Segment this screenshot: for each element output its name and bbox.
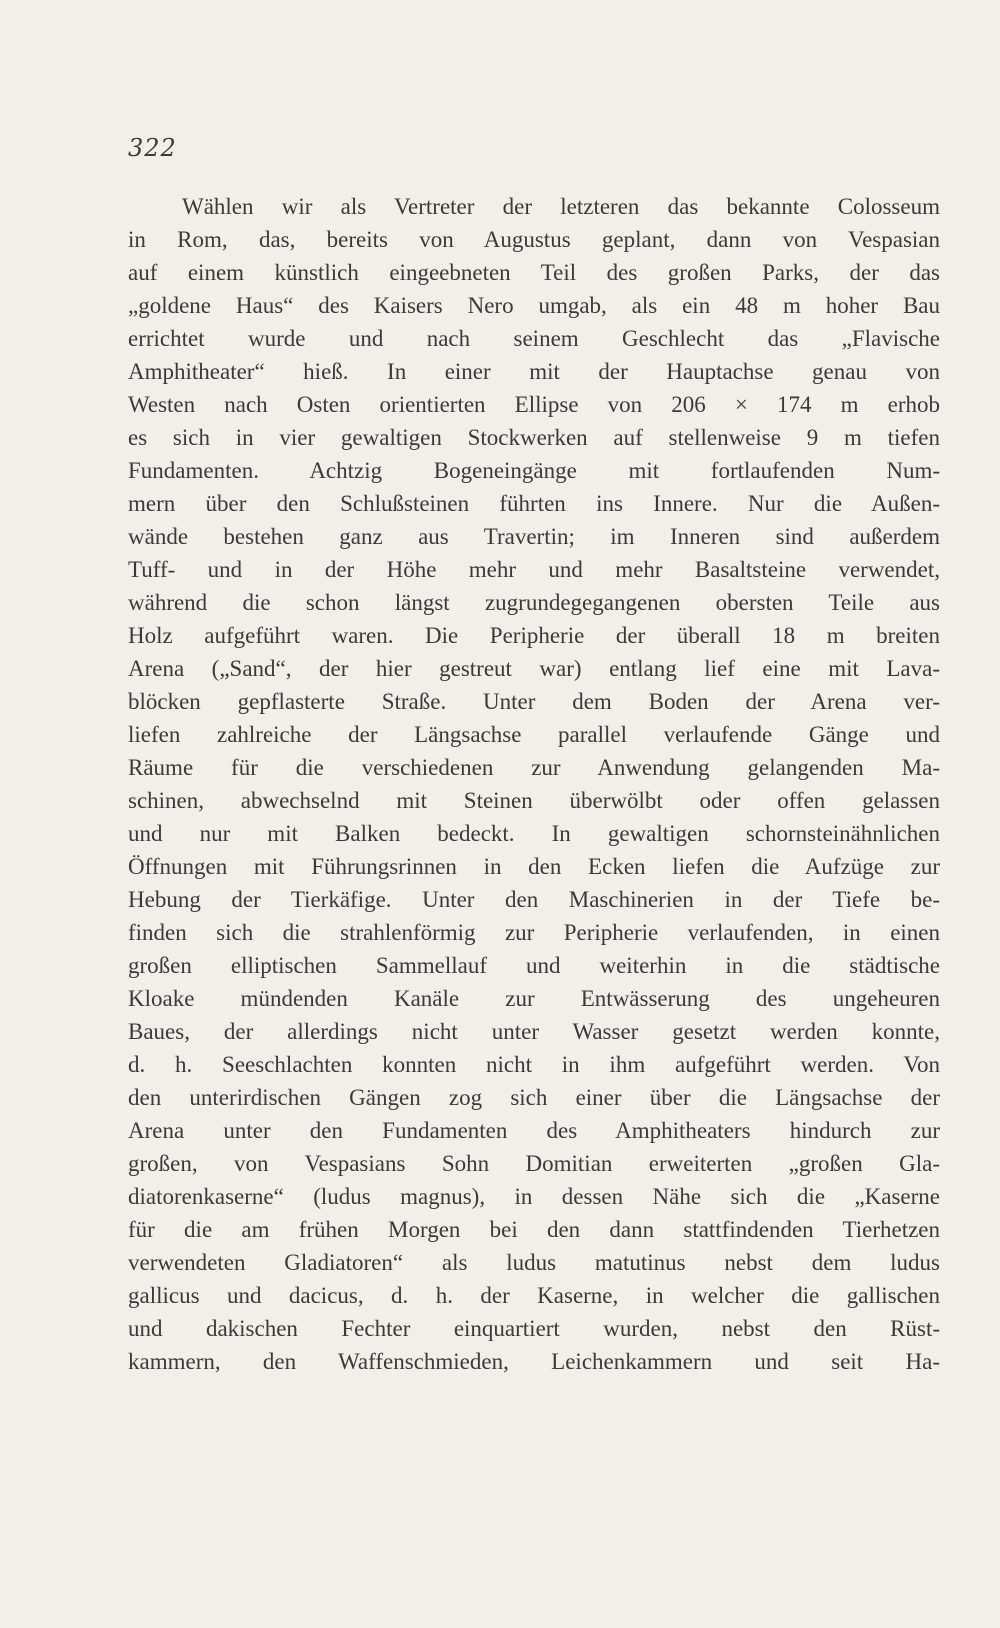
text-line: Räume für die verschiedenen zur Anwendung gelangenden Ma- [128,755,940,780]
text-line: gallicus und dacicus, d. h. der Kaserne, in welcher die gallischen [128,1283,940,1308]
text-line: wände bestehen ganz aus Travertin; im Inneren sind außerdem [128,524,940,549]
text-line: Öffnungen mit Führungsrinnen in den Ecken liefen die Aufzüge zur [128,854,940,879]
text-line: und nur mit Balken bedeckt. In gewaltigen schornsteinähnlichen [128,821,940,846]
text-line: Fundamenten. Achtzig Bogeneingänge mit fortlaufenden Num- [128,458,940,483]
text-line: Hebung der Tierkäfige. Unter den Maschinerien in der Tiefe be- [128,887,940,912]
text-line: Westen nach Osten orientierten Ellipse von 206 × 174 m erhob [128,392,940,417]
text-line: während die schon längst zugrundegegangenen obersten Teile aus [128,590,940,615]
text-line: liefen zahlreiche der Längsachse parallel verlaufende Gänge und [128,722,940,747]
text-line: Arena („Sand“, der hier gestreut war) entlang lief eine mit Lava- [128,656,940,681]
text-line: Holz aufgeführt waren. Die Peripherie der überall 18 m breiten [128,623,940,648]
page-number: 322 [128,134,177,162]
text-line: Arena unter den Fundamenten des Amphitheaters hindurch zur [128,1118,940,1143]
text-line: finden sich die strahlenförmig zur Peripherie verlaufenden, in einen [128,920,940,945]
text-line: in Rom, das, bereits von Augustus geplant, dann von Vespasian [128,227,940,252]
text-line: für die am frühen Morgen bei den dann stattfindenden Tierhetzen [128,1217,940,1242]
text-line: Amphitheater“ hieß. In einer mit der Hauptachse genau von [128,359,940,384]
text-line: und dakischen Fechter einquartiert wurden, nebst den Rüst- [128,1316,940,1341]
text-line: „goldene Haus“ des Kaisers Nero umgab, als ein 48 m hoher Bau [128,293,940,318]
text-line: Kloake mündenden Kanäle zur Entwässerung des ungeheuren [128,986,940,1011]
text-line: auf einem künstlich eingeebneten Teil des großen Parks, der das [128,260,940,285]
text-line: mern über den Schlußsteinen führten ins Innere. Nur die Außen- [128,491,940,516]
text-line: blöcken gepflasterte Straße. Unter dem Boden der Arena ver- [128,689,940,714]
text-line: schinen, abwechselnd mit Steinen überwölbt oder offen gelassen [128,788,940,813]
text-line: verwendeten Gladiatoren“ als ludus matutinus nebst dem ludus [128,1250,940,1275]
text-line: Wählen wir als Vertreter der letzteren das bekannte Colosseum [182,194,940,219]
text-line: d. h. Seeschlachten konnten nicht in ihm aufgeführt werden. Von [128,1052,940,1077]
text-line: großen, von Vespasians Sohn Domitian erweiterten „großen Gla- [128,1151,940,1176]
text-line: kammern, den Waffenschmieden, Leichenkammern und seit Ha- [128,1349,940,1374]
text-line: errichtet wurde und nach seinem Geschlecht das „Flavische [128,326,940,351]
text-line: Baues, der allerdings nicht unter Wasser gesetzt werden konnte, [128,1019,940,1044]
text-line: diatorenkaserne“ (ludus magnus), in dessen Nähe sich die „Kaserne [128,1184,940,1209]
text-line: den unterirdischen Gängen zog sich einer über die Längsachse der [128,1085,940,1110]
body-text [128,190,940,1378]
text-line: Tuff- und in der Höhe mehr und mehr Basaltsteine verwendet, [128,557,940,582]
text-line: großen elliptischen Sammellauf und weiterhin in die städtische [128,953,940,978]
text-line: es sich in vier gewaltigen Stockwerken auf stellenweise 9 m tiefen [128,425,940,450]
